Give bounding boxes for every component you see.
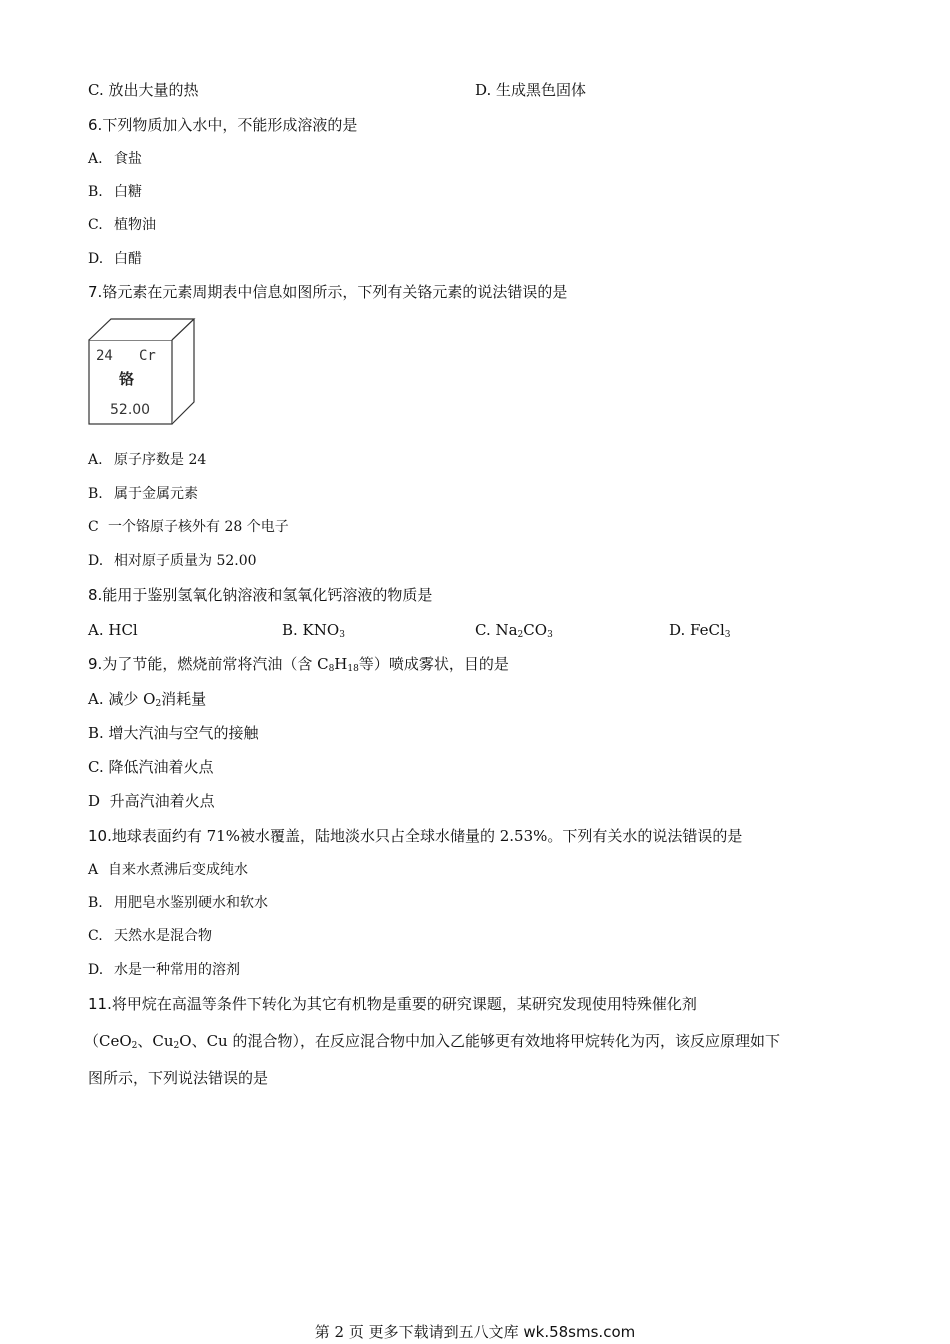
q8-option-a: A. HCl [88,621,138,639]
option-text: 水是一种常用的溶剂 [114,962,240,978]
page-footer [0,1322,950,1342]
subscript: 8 [328,664,335,674]
footer-site-link[interactable]: wk.58sms.com [523,1323,636,1341]
subscript: 2 [517,630,524,640]
q10-option-b [88,893,268,913]
option-letter: D. [88,962,104,978]
subscript: 3 [339,630,345,640]
q9-option-d: D 升高汽油着火点 [88,792,215,810]
q11-stem-text: O、Cu 的混合物），在反应混合物中加入乙能够更有效地将甲烷转化为丙，该反应原理如下 [179,1032,780,1050]
option-text: 原子序数是 24 [114,452,207,468]
element-cube-svg [88,318,198,426]
option-text: 消耗量 [161,690,207,708]
option-letter: C. [88,217,103,233]
element-number: 24 [96,348,113,364]
q6-option-d [88,249,142,269]
option-letter: B. [88,184,103,200]
element-card-figure [88,318,198,426]
q6-stem-text: 下列物质加入水中，不能形成溶液的是 [102,116,358,134]
subscript: 2 [131,1041,138,1051]
option-letter: C [88,519,99,535]
q9-stem-post: 等）喷成雾状，目的是 [358,655,509,673]
option-text: 用肥皂水鉴别硬水和软水 [114,895,268,911]
q11-stem-text: 、Cu [137,1032,174,1050]
option-text: 白醋 [114,251,142,267]
q11-stem-line1 [88,994,697,1014]
q6-stem [88,115,357,135]
footer-text: 第 2 页 更多下载请到五八文库 [314,1323,524,1341]
q6-option-c [88,215,156,235]
option-text: 天然水是混合物 [114,928,212,944]
q10-stem-text: 地球表面约有 71%被水覆盖，陆地淡水只占全球水储量的 2.53%。下列有关水的说法错误的是 [111,827,743,845]
option-letter: A [88,862,99,878]
option-letter: D. [88,251,104,267]
q9-option-a [88,689,206,714]
q6-option-a [88,149,142,169]
option-text: 食盐 [114,151,142,167]
q9-option-c: C. 降低汽油着火点 [88,758,214,776]
q10-option-d [88,960,240,980]
q9-stem-mid: H [334,655,348,673]
q8-option-b [282,620,345,645]
option-text: 属于金属元素 [114,486,198,502]
option-text: A. 减少 O [88,690,156,708]
q10-number: 10. [88,827,112,845]
q8-option-c [475,620,553,645]
q11-number: 11. [88,995,112,1013]
q7-number: 7. [88,283,103,301]
q7-stem-text: 铬元素在元素周期表中信息如图所示，下列有关铬元素的说法错误的是 [102,283,568,301]
option-text: 白糖 [114,184,142,200]
q7-option-a [88,450,206,470]
q7-option-b [88,484,198,504]
option-text: 相对原子质量为 52.00 [114,553,257,569]
q7-stem [88,282,567,302]
q11-stem-line2 [84,1031,780,1056]
q7-option-c [88,517,289,537]
q8-number: 8. [88,586,103,604]
option-letter: D. [88,553,104,569]
q10-option-c [88,926,212,946]
q5-option-c: C. 放出大量的热 [88,81,199,99]
q10-option-a [88,860,248,880]
q9-stem-pre: 为了节能，燃烧前常将汽油（含 C [102,655,329,673]
option-text: 自来水煮沸后变成纯水 [108,862,248,878]
q8-option-d [669,620,731,645]
q11-stem-text: 将甲烷在高温等条件下转化为其它有机物是重要的研究课题，某研究发现使用特殊催化剂 [111,995,697,1013]
option-letter: B. [88,895,103,911]
subscript: 3 [547,630,553,640]
element-name: 铬 [119,370,135,388]
q9-stem [88,654,509,679]
option-text: B. KNO [282,621,340,639]
element-symbol: Cr [139,348,156,364]
subscript: 18 [347,664,359,674]
option-text: C. Na [475,621,518,639]
option-text: D. FeCl [669,621,725,639]
q5-option-d: D. 生成黑色固体 [475,81,587,99]
option-text: 一个铬原子核外有 28 个电子 [108,519,289,535]
q9-option-b: B. 增大汽油与空气的接触 [88,724,259,742]
q6-number: 6. [88,116,103,134]
q8-stem [88,585,432,605]
option-text: 植物油 [114,217,156,233]
q11-stem-text: （CeO [84,1032,132,1050]
q11-stem-line3: 图所示，下列说法错误的是 [88,1069,269,1087]
q10-stem [88,826,742,846]
q6-option-b [88,182,142,202]
q8-stem-text: 能用于鉴别氢氧化钠溶液和氢氧化钙溶液的物质是 [102,586,433,604]
option-letter: A. [88,151,103,167]
option-letter: B. [88,486,103,502]
subscript: 3 [724,630,731,640]
option-letter: C. [88,928,103,944]
option-text: CO [523,621,548,639]
q7-option-d [88,551,257,571]
element-mass: 52.00 [110,402,151,418]
q9-number: 9. [88,655,103,673]
subscript: 2 [155,699,162,709]
subscript: 2 [173,1041,180,1051]
option-letter: A. [88,452,103,468]
